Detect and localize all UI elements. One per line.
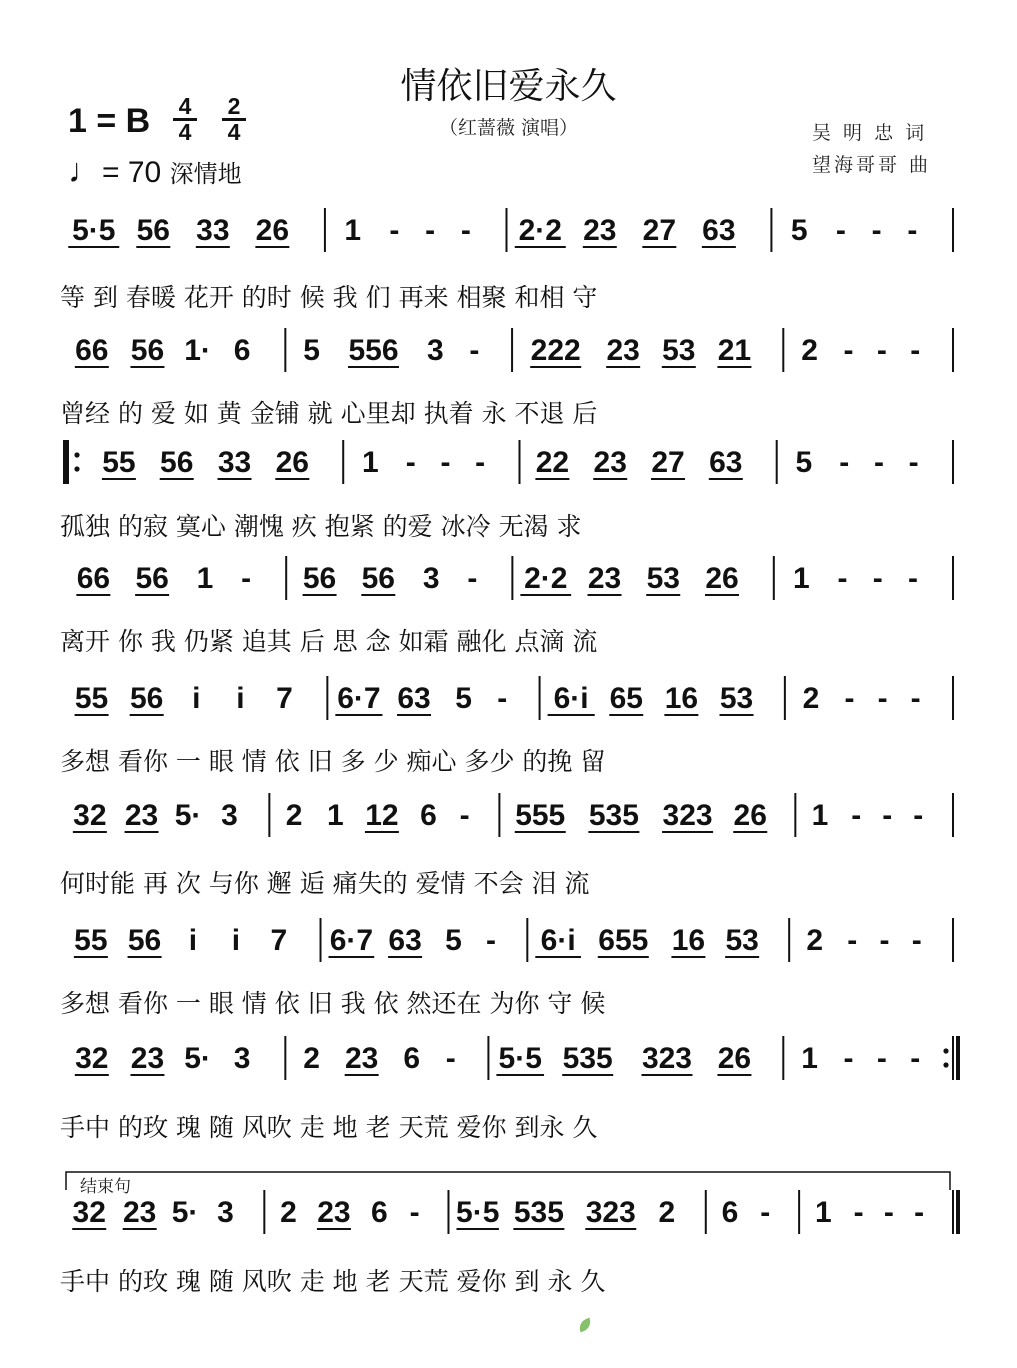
note-group: 3 bbox=[427, 334, 444, 367]
note-group: 56 bbox=[160, 446, 194, 479]
note-group: 6 bbox=[403, 1042, 421, 1075]
note-group: 23 bbox=[122, 1196, 157, 1229]
note-group: 6·i bbox=[553, 682, 589, 715]
note-group: 5 bbox=[303, 334, 320, 367]
ending-bracket bbox=[66, 1172, 950, 1190]
note-group: i bbox=[188, 924, 198, 957]
note-group: 556 bbox=[348, 334, 399, 367]
note-group: 56 bbox=[130, 334, 165, 367]
note-group: 66 bbox=[76, 562, 111, 595]
dash-note: - bbox=[873, 446, 884, 479]
note-group: 2 bbox=[303, 1042, 320, 1075]
note-group: 1 bbox=[344, 214, 362, 247]
dash-note: - bbox=[877, 682, 888, 715]
dash-note: - bbox=[460, 214, 471, 247]
dash-note: - bbox=[913, 799, 924, 832]
note-group: 55 bbox=[102, 446, 136, 479]
dash-note: - bbox=[389, 214, 400, 247]
note-group: 53 bbox=[646, 562, 680, 595]
lyric-line: 多想 看你 一 眼 情 依 旧 多 少 痴心 多少 的挽 留 bbox=[60, 747, 606, 776]
note-group: 323 bbox=[662, 799, 713, 832]
dash-note: - bbox=[843, 1042, 854, 1075]
note-group: i bbox=[192, 682, 201, 715]
dash-note: - bbox=[486, 924, 497, 957]
note-group: 3 bbox=[221, 799, 238, 832]
dash-note: - bbox=[876, 1042, 887, 1075]
note-group: 33 bbox=[196, 214, 230, 247]
note-group: 23 bbox=[606, 334, 640, 367]
lyric-line: 多想 看你 一 眼 情 依 旧 我 依 然还在 为你 守 候 bbox=[60, 989, 606, 1018]
note-group: 63 bbox=[702, 214, 736, 247]
note-group: 6·7 bbox=[337, 682, 381, 715]
note-group: 535 bbox=[588, 799, 639, 832]
note-group: 23 bbox=[593, 446, 627, 479]
note-group: 1 bbox=[196, 562, 214, 595]
lyric-line: 曾经 的 爱 如 黄 金铺 就 心里却 执着 永 不退 后 bbox=[60, 399, 598, 428]
note-group: 63 bbox=[388, 924, 422, 957]
note-group: 7 bbox=[270, 924, 288, 957]
note-group: 1 bbox=[801, 1042, 818, 1075]
note-group: 555 bbox=[515, 799, 566, 832]
note-group: 22 bbox=[535, 446, 570, 479]
note-group: 65 bbox=[609, 682, 643, 715]
note-group: 63 bbox=[709, 446, 743, 479]
note-group: 535 bbox=[562, 1042, 613, 1075]
singer-credit: （红蔷薇 演唱） bbox=[438, 117, 579, 139]
dash-note: - bbox=[907, 214, 918, 247]
dash-note: - bbox=[910, 1042, 921, 1075]
note-group: 2 bbox=[806, 924, 824, 957]
dash-note: - bbox=[837, 562, 848, 595]
note-group: 6 bbox=[420, 799, 437, 832]
dash-note: - bbox=[445, 1042, 456, 1075]
dash-note: - bbox=[910, 334, 921, 367]
note-group: 21 bbox=[717, 334, 752, 367]
time-signature-numerator: 2 bbox=[227, 93, 241, 119]
lyric-line: 手中 的玫 瑰 随 风吹 走 地 老 天荒 爱你 到 永 久 bbox=[60, 1267, 606, 1296]
note-group: 7 bbox=[276, 682, 293, 715]
note-group: 55 bbox=[74, 682, 109, 715]
dash-note: - bbox=[843, 334, 854, 367]
lyric-line: 手中 的玫 瑰 随 风吹 走 地 老 天荒 爱你 到永 久 bbox=[60, 1113, 598, 1142]
note-group: 3 bbox=[233, 1042, 251, 1075]
note-group: 26 bbox=[705, 562, 739, 595]
note-group: 33 bbox=[217, 446, 252, 479]
note-group: 32 bbox=[73, 799, 107, 832]
note-group: 2 bbox=[280, 1196, 297, 1229]
dash-note: - bbox=[405, 446, 416, 479]
note-group: 323 bbox=[641, 1042, 693, 1075]
note-group: 56 bbox=[361, 562, 395, 595]
dash-note: - bbox=[760, 1196, 771, 1229]
note-group: 5·5 bbox=[498, 1042, 542, 1075]
note-group: 12 bbox=[365, 799, 399, 832]
note-group: 63 bbox=[397, 682, 431, 715]
ending-label: 结束句 bbox=[80, 1177, 131, 1197]
note-group: 6 bbox=[721, 1196, 739, 1229]
lyric-line: 孤独 的寂 寞心 潮愧 疚 抱紧 的爱 冰冷 无渴 求 bbox=[60, 512, 582, 541]
note-group: 6·i bbox=[540, 924, 576, 957]
key-signature: 1 = B bbox=[68, 102, 151, 140]
note-group: 23 bbox=[124, 799, 159, 832]
dash-note: - bbox=[475, 446, 486, 479]
lyric-line: 离开 你 我 仍紧 追其 后 思 念 如霜 融化 点滴 流 bbox=[60, 627, 598, 656]
note-group: 23 bbox=[344, 1042, 379, 1075]
time-signature-numerator: 4 bbox=[178, 93, 192, 119]
time-signature-denominator: 4 bbox=[178, 119, 192, 145]
lyric-line: 等 到 春暖 花开 的时 候 我 们 再来 相聚 和相 守 bbox=[60, 283, 598, 312]
note-group: 53 bbox=[662, 334, 696, 367]
repeat-dot bbox=[943, 1062, 948, 1067]
quarter-note-icon: ♩ bbox=[68, 152, 102, 190]
dash-note: - bbox=[853, 1196, 864, 1229]
note-group: 5· bbox=[171, 1196, 199, 1229]
dash-note: - bbox=[876, 334, 887, 367]
note-group: 23 bbox=[583, 214, 617, 247]
note-group: 5· bbox=[184, 1042, 211, 1075]
dash-note: - bbox=[907, 562, 918, 595]
dash-note: - bbox=[882, 799, 893, 832]
note-group: 1 bbox=[361, 446, 379, 479]
lyric-line: 何时能 再 次 与你 邂 逅 痛失的 爱情 不会 泪 流 bbox=[60, 869, 590, 898]
note-group: 1· bbox=[184, 334, 211, 367]
dash-note: - bbox=[847, 924, 858, 957]
expression-mark: 深情地 bbox=[169, 160, 242, 188]
dash-note: - bbox=[459, 799, 470, 832]
note-group: 5 bbox=[445, 924, 462, 957]
lyricist-credit: 吴 明 忠 词 bbox=[812, 122, 928, 144]
note-group: 32 bbox=[72, 1196, 106, 1229]
note-group: 2 bbox=[285, 799, 303, 832]
note-group: 6 bbox=[370, 1196, 388, 1229]
dash-note: - bbox=[879, 924, 890, 957]
note-group: 1 bbox=[792, 562, 810, 595]
note-group: 5 bbox=[795, 446, 813, 479]
note-group: 5 bbox=[790, 214, 808, 247]
dash-note: - bbox=[914, 1196, 925, 1229]
dash-note: - bbox=[409, 1196, 420, 1229]
note-group: i bbox=[236, 682, 245, 715]
note-group: 3 bbox=[217, 1196, 234, 1229]
note-group: 2 bbox=[801, 334, 818, 367]
note-group: 2 bbox=[802, 682, 820, 715]
note-group: 56 bbox=[136, 214, 170, 247]
note-group: 16 bbox=[671, 924, 706, 957]
dash-note: - bbox=[871, 214, 882, 247]
note-group: 66 bbox=[75, 334, 109, 367]
note-group: 222 bbox=[530, 334, 581, 367]
dash-note: - bbox=[851, 799, 862, 832]
note-group: 27 bbox=[651, 446, 685, 479]
note-group: 2·2 bbox=[518, 214, 562, 247]
note-group: 2 bbox=[658, 1196, 676, 1229]
dash-note: - bbox=[883, 1196, 894, 1229]
note-group: 5·5 bbox=[72, 214, 116, 247]
note-group: 1 bbox=[811, 799, 829, 832]
dash-note: - bbox=[440, 446, 451, 479]
note-group: 56 bbox=[302, 562, 337, 595]
dash-note: - bbox=[872, 562, 883, 595]
note-group: 26 bbox=[275, 446, 309, 479]
note-group: 26 bbox=[255, 214, 290, 247]
tempo-value: = 70 bbox=[102, 156, 162, 189]
note-group: 6·7 bbox=[329, 924, 374, 957]
dash-note: - bbox=[844, 682, 855, 715]
song-title: 情依旧爱永久 bbox=[400, 66, 617, 107]
dash-note: - bbox=[425, 214, 436, 247]
note-group: 26 bbox=[717, 1042, 752, 1075]
dash-note: - bbox=[839, 446, 850, 479]
dash-note: - bbox=[467, 562, 478, 595]
note-group: 23 bbox=[130, 1042, 165, 1075]
note-group: i bbox=[231, 924, 241, 957]
note-group: 16 bbox=[664, 682, 699, 715]
note-group: 56 bbox=[135, 562, 169, 595]
note-group: 26 bbox=[733, 799, 767, 832]
repeat-dot bbox=[74, 452, 79, 457]
note-group: 53 bbox=[725, 924, 759, 957]
note-group: 5·5 bbox=[456, 1196, 500, 1229]
dash-note: - bbox=[241, 562, 252, 595]
composer-credit: 望海哥哥 曲 bbox=[812, 154, 932, 176]
note-group: 5· bbox=[174, 799, 202, 832]
note-group: 3 bbox=[422, 562, 440, 595]
note-group: 1 bbox=[814, 1196, 832, 1229]
dash-note: - bbox=[910, 682, 921, 715]
note-group: 55 bbox=[74, 924, 108, 957]
note-group: 535 bbox=[513, 1196, 564, 1229]
note-group: 323 bbox=[585, 1196, 636, 1229]
note-group: 53 bbox=[719, 682, 754, 715]
dash-note: - bbox=[911, 924, 922, 957]
note-group: 23 bbox=[587, 562, 622, 595]
note-group: 27 bbox=[642, 214, 677, 247]
dash-note: - bbox=[497, 682, 508, 715]
repeat-dot bbox=[74, 466, 79, 471]
note-group: 655 bbox=[598, 924, 649, 957]
note-group: 32 bbox=[75, 1042, 109, 1075]
note-group: 56 bbox=[129, 682, 164, 715]
dash-note: - bbox=[835, 214, 846, 247]
note-group: 2·2 bbox=[524, 562, 568, 595]
time-signature-denominator: 4 bbox=[227, 119, 241, 145]
note-group: 23 bbox=[317, 1196, 351, 1229]
repeat-dot bbox=[943, 1048, 948, 1053]
dash-note: - bbox=[469, 334, 480, 367]
note-group: 1 bbox=[327, 799, 344, 832]
note-group: 5 bbox=[455, 682, 472, 715]
note-group: 56 bbox=[127, 924, 162, 957]
dash-note: - bbox=[908, 446, 919, 479]
note-group: 6 bbox=[233, 334, 251, 367]
